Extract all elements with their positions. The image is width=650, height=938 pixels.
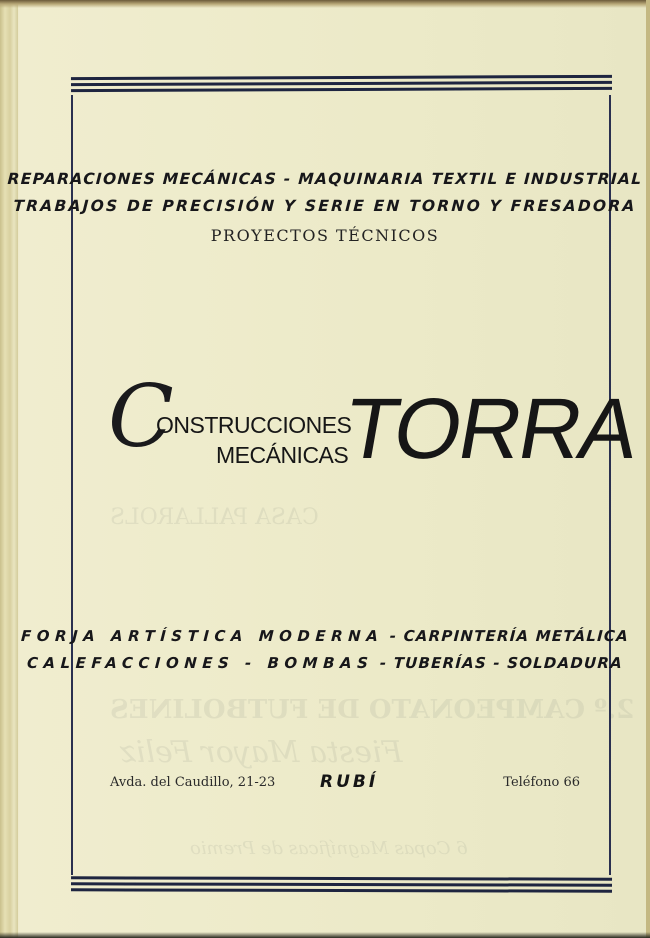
brand-name-torra: TORRA: [337, 381, 644, 477]
services-line-2: TRABAJOS DE PRECISIÓN Y SERIE EN TORNO Y FRESADORA: [12, 197, 638, 215]
bleed-through-text: 6 Copas Magníficas de Premio: [190, 838, 468, 859]
products-calefacciones: CALEFACCIONES - BOMBAS: [26, 654, 374, 672]
address: Avda. del Caudillo, 21-23: [110, 775, 276, 790]
services-line-3: PROYECTOS TÉCNICOS: [210, 226, 440, 245]
brand-initial: C: [108, 367, 174, 467]
page-top-edge: [0, 0, 650, 8]
bottom-triple-rule: [71, 876, 612, 895]
phone-number: Teléfono 66: [503, 775, 580, 790]
brand-word-construcciones: ONSTRUCCIONES: [156, 412, 352, 438]
book-spine: [0, 0, 18, 938]
city: RUBÍ: [320, 772, 379, 792]
services-line-1: REPARACIONES MECÁNICAS - MAQUINARIA TEXTIL E INDUSTRIAL: [7, 170, 643, 188]
page-right-edge: [646, 0, 650, 938]
company-brand: [108, 367, 644, 488]
brand-word-mecanicas: MECÁNICAS: [216, 442, 349, 468]
bleed-through-text: 2.º CAMPEONATO DE FUTBOLINES: [110, 695, 635, 725]
contact-footer: [110, 772, 580, 795]
bleed-through-text: Fiesta Mayor Feliz: [120, 735, 403, 770]
top-triple-rule: [71, 75, 612, 95]
products-tuberias: - TUBERÍAS - SOLDADURA: [372, 654, 624, 672]
products-line-1: [0, 627, 650, 645]
page-bottom-edge: [0, 932, 650, 938]
bleed-through-text: CASA PALLAROLS: [110, 505, 319, 530]
products-forja: FORJA ARTÍSTICA MODERNA: [20, 627, 384, 645]
products-carpinteria: - CARPINTERÍA METÁLICA: [382, 627, 630, 645]
products-line-2: [0, 654, 650, 672]
